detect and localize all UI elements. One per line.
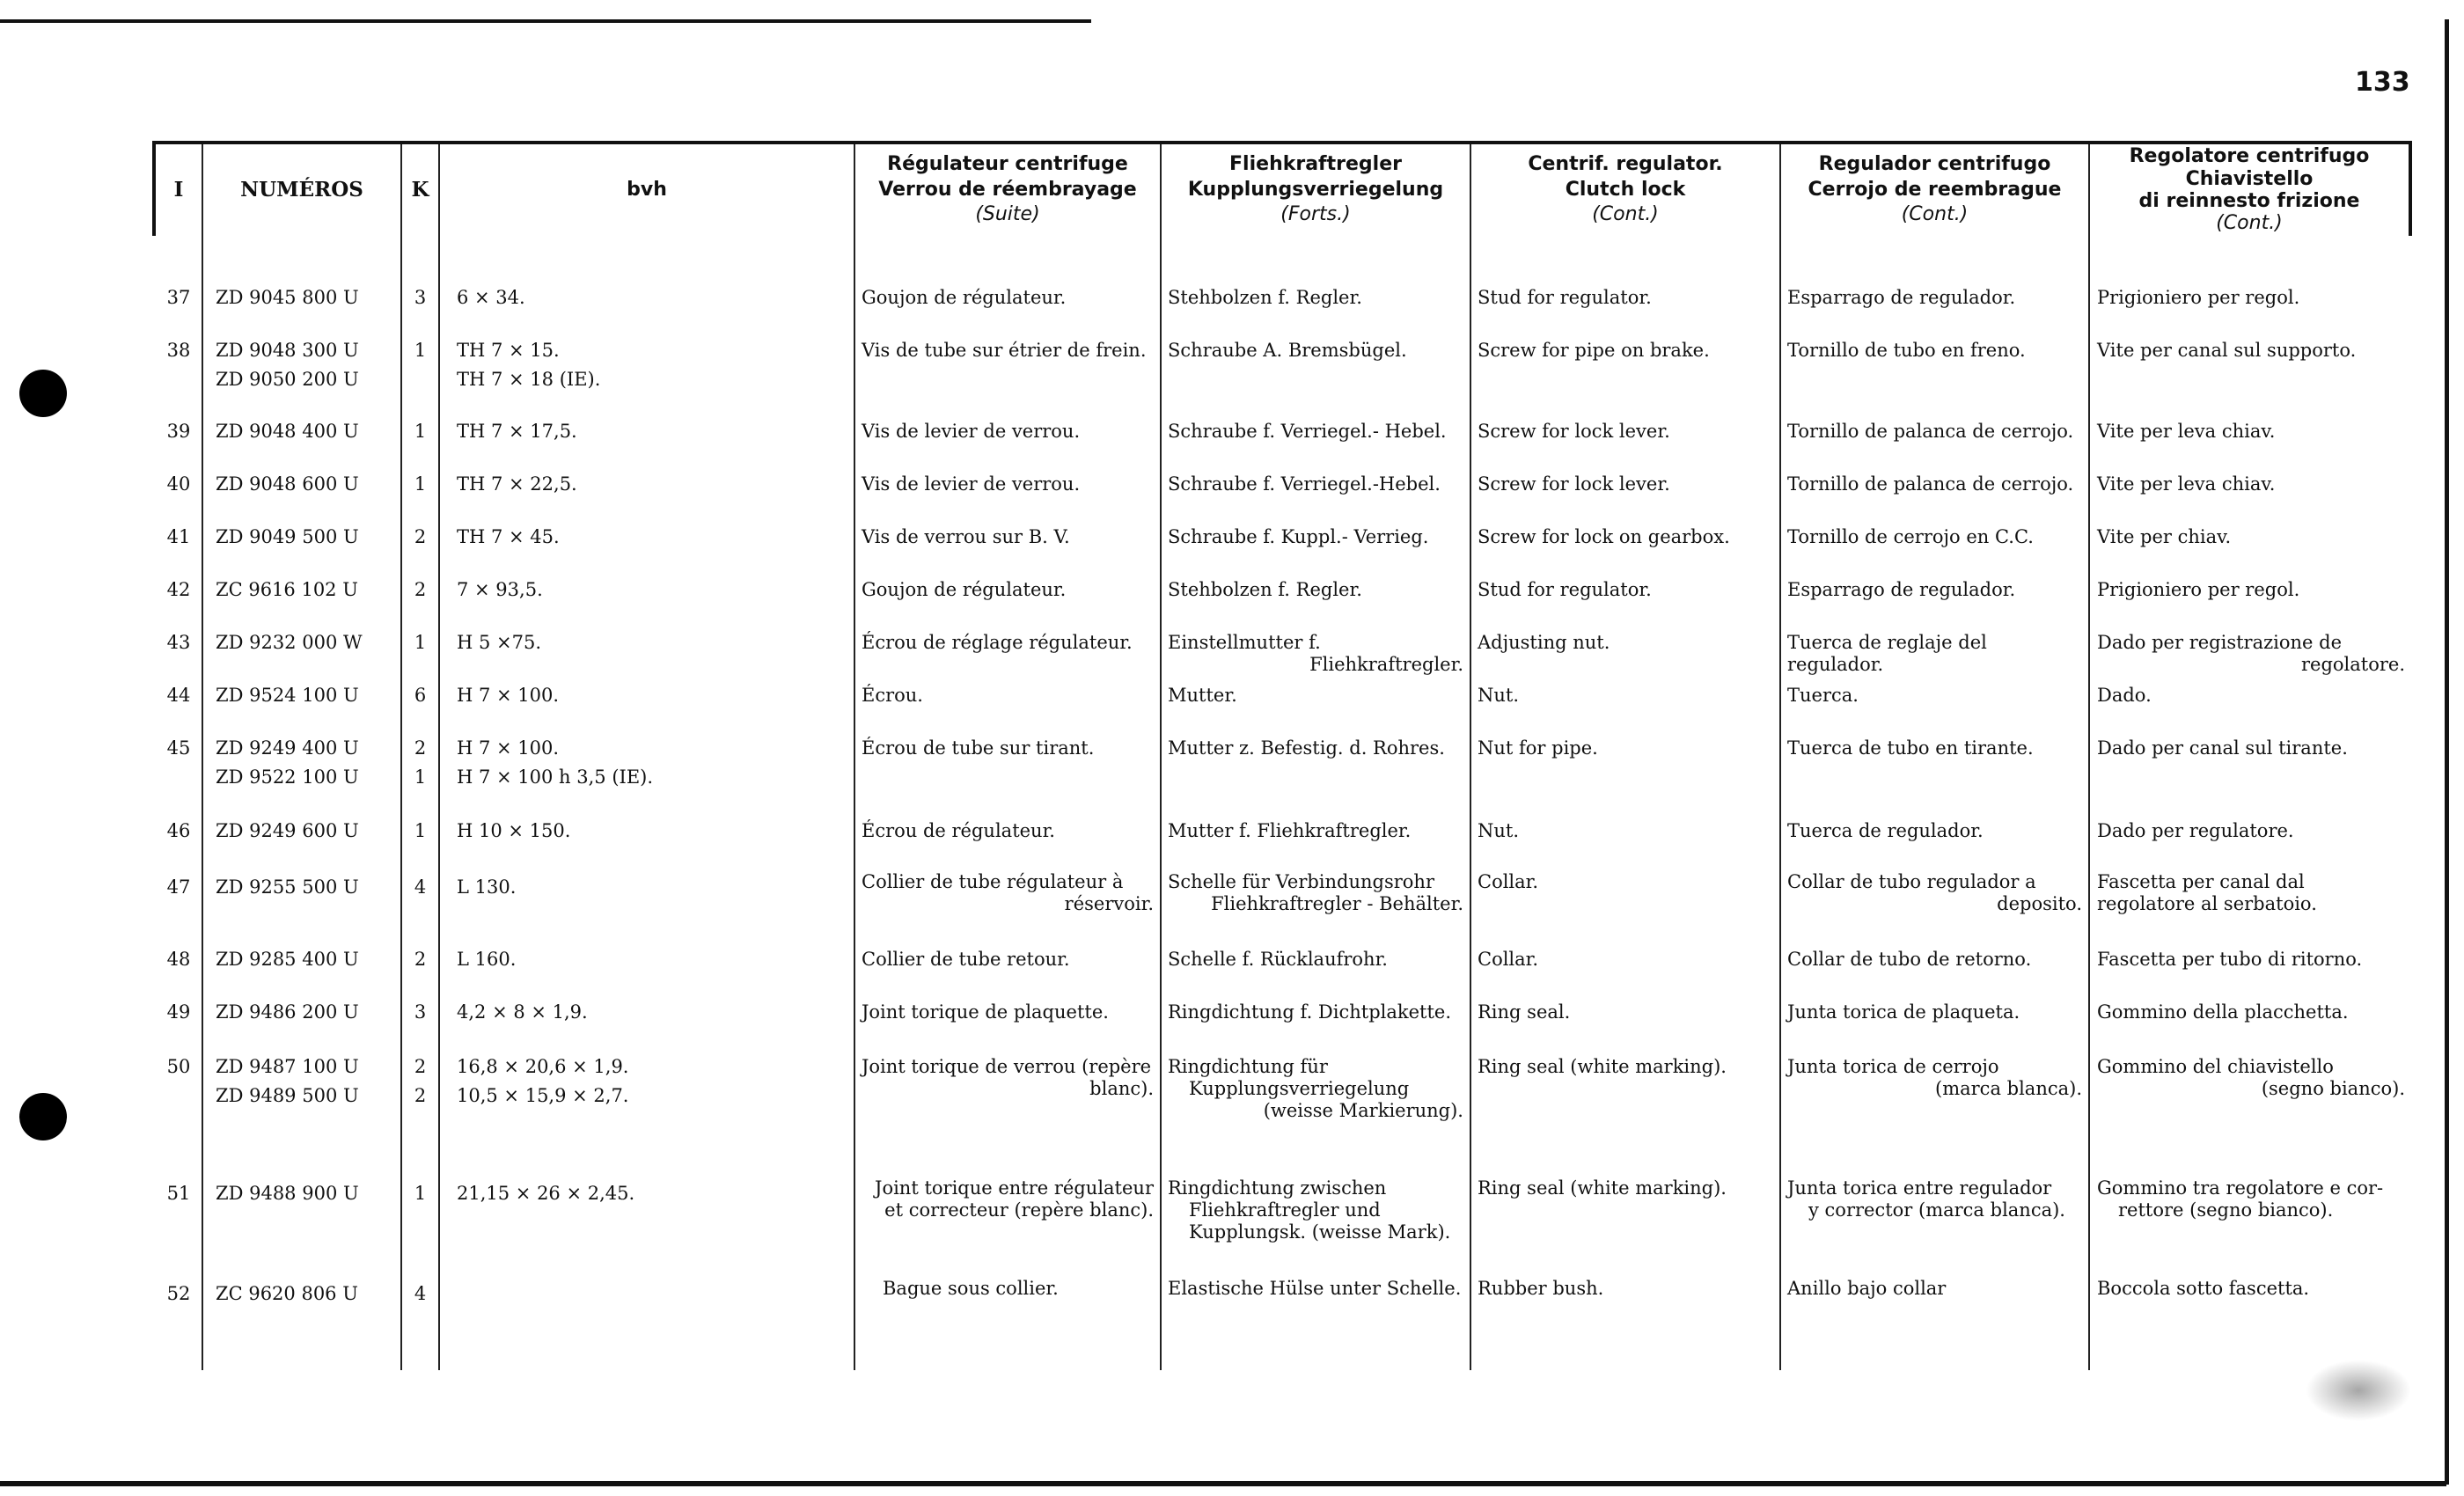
desc-english: Collar. (1478, 871, 1539, 892)
desc-spanish: Esparrago de regulador. (1787, 579, 2016, 600)
desc-spanish: Junta torica de cerrojo (marca blanca). (1787, 1056, 2082, 1099)
desc-french: Goujon de régulateur. (862, 287, 1067, 308)
desc-spanish: Esparrago de regulador. (1787, 287, 2016, 308)
desc-italian: Vite per leva chiav. (2097, 421, 2276, 442)
desc-english: Ring seal (white marking). (1478, 1177, 1727, 1199)
desc-spanish: Collar de tubo regulador a deposito. (1787, 871, 2082, 914)
header-english: Centrif. regulator. Clutch lock (Cont.) (1528, 153, 1723, 226)
bvh-spec: H 5 ×75. (457, 632, 542, 653)
desc-spanish: Anillo bajo collar (1787, 1278, 1947, 1299)
part-number: ZD 9249 600 U (216, 820, 359, 841)
desc-english: Collar. (1478, 949, 1539, 970)
desc-english: Screw for lock on gearbox. (1478, 526, 1730, 547)
desc-french: Vis de levier de verrou. (862, 473, 1081, 495)
part-number: ZD 9488 900 U (216, 1183, 359, 1204)
desc-german: Schelle für Verbindungsrohr Fliehkraftregler - Behälter. (1168, 871, 1463, 914)
top-rule (0, 19, 1091, 23)
desc-italian: Dado per canal sul tirante. (2097, 737, 2348, 759)
bvh-spec: TH 7 × 45. (457, 526, 560, 547)
desc-english: Nut. (1478, 820, 1520, 841)
desc-english: Ring seal. (1478, 1001, 1571, 1023)
bottom-rule (0, 1481, 2446, 1486)
bvh-spec: L 160. (457, 949, 517, 970)
header-numeros: NUMÉROS (240, 178, 363, 202)
part-number: ZD 9045 800 U (216, 287, 359, 308)
desc-english: Rubber bush. (1478, 1278, 1604, 1299)
desc-italian: Dado. (2097, 685, 2152, 706)
row-index: 51 (166, 1183, 191, 1204)
desc-italian: Dado per registrazione de regolatore. (2097, 632, 2405, 675)
bvh-spec: H 7 × 100. H 7 × 100 h 3,5 (IE). (457, 737, 654, 788)
bvh-spec: 7 × 93,5. (457, 579, 543, 600)
part-number: ZD 9048 400 U (216, 421, 359, 442)
desc-german: Schelle f. Rücklaufrohr. (1168, 949, 1388, 970)
row-index: 39 (166, 421, 191, 442)
quantity: 2 (414, 949, 427, 970)
desc-english: Screw for pipe on brake. (1478, 340, 1710, 361)
row-index: 43 (166, 632, 191, 653)
quantity: 3 (414, 1001, 427, 1023)
desc-german: Mutter z. Befestig. d. Rohres. (1168, 737, 1445, 759)
row-index: 40 (166, 473, 191, 495)
part-number: ZD 9048 600 U (216, 473, 359, 495)
column-divider (1160, 144, 1162, 1370)
header-bvh: bvh (627, 178, 667, 201)
quantity: 3 (414, 287, 427, 308)
desc-german: Ringdichtung f. Dichtplakette. (1168, 1001, 1452, 1023)
header-french: Régulateur centrifuge Verrou de réembrayage (Suite) (878, 153, 1137, 226)
desc-italian: Fascetta per canal dal regolatore al serbatoio. (2097, 871, 2317, 914)
desc-english: Nut for pipe. (1478, 737, 1598, 759)
part-number: ZC 9616 102 U (216, 579, 358, 600)
desc-french: Écrou de régulateur. (862, 820, 1055, 841)
desc-spanish: Junta torica de plaqueta. (1787, 1001, 2020, 1023)
desc-german: Stehbolzen f. Regler. (1168, 579, 1362, 600)
desc-italian: Vite per chiav. (2097, 526, 2232, 547)
quantity: 1 (414, 340, 427, 361)
desc-spanish: Tornillo de cerrojo en C.C. (1787, 526, 2034, 547)
column-divider (438, 144, 440, 1370)
part-number: ZD 9049 500 U (216, 526, 359, 547)
desc-spanish: Tuerca de tubo en tirante. (1787, 737, 2034, 759)
desc-english: Stud for regulator. (1478, 579, 1652, 600)
row-index: 42 (166, 579, 191, 600)
desc-french: Bague sous collier. (883, 1278, 1059, 1299)
row-index: 45 (166, 737, 191, 759)
desc-italian: Vite per leva chiav. (2097, 473, 2276, 495)
column-divider (1779, 144, 1781, 1370)
column-divider (1470, 144, 1471, 1370)
desc-french: Joint torique de verrou (repère blanc). (862, 1056, 1154, 1099)
desc-german: Ringdichtung für Kupplungsverriegelung (weisse Markierung). (1168, 1056, 1463, 1121)
row-index: 49 (166, 1001, 191, 1023)
desc-italian: Gommino tra regolatore e cor- rettore (segno bianco). (2097, 1177, 2384, 1221)
row-index: 47 (166, 876, 191, 898)
row-index: 50 (166, 1056, 191, 1077)
desc-german: Schraube A. Bremsbügel. (1168, 340, 1407, 361)
part-number: ZD 9487 100 U ZD 9489 500 U (216, 1056, 359, 1106)
bvh-spec: 16,8 × 20,6 × 1,9. 10,5 × 15,9 × 2,7. (457, 1056, 629, 1106)
desc-english: Nut. (1478, 685, 1520, 706)
desc-french: Goujon de régulateur. (862, 579, 1067, 600)
row-index: 46 (166, 820, 191, 841)
row-index: 52 (166, 1283, 191, 1304)
table-right-border (2409, 141, 2412, 236)
quantity: 1 (414, 421, 427, 442)
part-number: ZD 9524 100 U (216, 685, 359, 706)
bvh-spec: TH 7 × 22,5. (457, 473, 577, 495)
desc-spanish: Tornillo de palanca de cerrojo. (1787, 421, 2074, 442)
bvh-spec: 6 × 34. (457, 287, 525, 308)
desc-spanish: Junta torica entre regulador y corrector (marca blanca). (1787, 1177, 2065, 1221)
desc-french: Joint torique entre régulateur et correcteur (repère blanc). (875, 1177, 1154, 1221)
desc-english: Adjusting nut. (1478, 632, 1610, 653)
desc-german: Mutter f. Fliehkraftregler. (1168, 820, 1412, 841)
desc-spanish: Tuerca. (1787, 685, 1859, 706)
desc-italian: Fascetta per tubo di ritorno. (2097, 949, 2363, 970)
quantity: 2 (414, 579, 427, 600)
quantity: 4 (414, 1283, 427, 1304)
desc-english: Stud for regulator. (1478, 287, 1652, 308)
header-k: K (411, 178, 429, 202)
column-divider (2088, 144, 2090, 1370)
quantity: 6 (414, 685, 427, 706)
part-number: ZC 9620 806 U (216, 1283, 358, 1304)
bvh-spec: L 130. (457, 876, 517, 898)
desc-german: Schraube f. Kuppl.- Verrieg. (1168, 526, 1429, 547)
part-number: ZD 9232 000 W (216, 632, 363, 653)
desc-italian: Prigioniero per regol. (2097, 579, 2300, 600)
bvh-spec: H 7 × 100. (457, 685, 560, 706)
bvh-spec: 4,2 × 8 × 1,9. (457, 1001, 588, 1023)
bvh-spec: 21,15 × 26 × 2,45. (457, 1183, 635, 1204)
header-i: I (173, 178, 184, 202)
desc-german: Schraube f. Verriegel.- Hebel. (1168, 421, 1447, 442)
row-index: 48 (166, 949, 191, 970)
row-index: 41 (166, 526, 191, 547)
punch-hole (19, 1093, 67, 1140)
desc-spanish: Collar de tubo de retorno. (1787, 949, 2032, 970)
part-number: ZD 9255 500 U (216, 876, 359, 898)
desc-spanish: Tornillo de tubo en freno. (1787, 340, 2026, 361)
desc-english: Ring seal (white marking). (1478, 1056, 1727, 1077)
desc-spanish: Tuerca de reglaje del regulador. (1787, 632, 1987, 675)
desc-english: Screw for lock lever. (1478, 473, 1670, 495)
desc-italian: Vite per canal sul supporto. (2097, 340, 2357, 361)
desc-italian: Gommino del chiavistello (segno bianco). (2097, 1056, 2405, 1099)
desc-german: Ringdichtung zwischen Fliehkraftregler und Kupplungsk. (weisse Mark). (1168, 1177, 1451, 1243)
page-number: 133 (2355, 67, 2410, 98)
desc-german: Einstellmutter f. Fliehkraftregler. (1168, 632, 1463, 675)
desc-spanish: Tornillo de palanca de cerrojo. (1787, 473, 2074, 495)
desc-french: Collier de tube régulateur à réservoir. (862, 871, 1154, 914)
bvh-spec: H 10 × 150. (457, 820, 571, 841)
column-divider (202, 144, 203, 1370)
bvh-spec: TH 7 × 17,5. (457, 421, 577, 442)
part-number: ZD 9486 200 U (216, 1001, 359, 1023)
desc-italian: Boccola sotto fascetta. (2097, 1278, 2310, 1299)
row-index: 44 (166, 685, 191, 706)
quantity: 1 (414, 473, 427, 495)
desc-italian: Gommino della placchetta. (2097, 1001, 2349, 1023)
desc-german: Mutter. (1168, 685, 1237, 706)
quantity: 4 (414, 876, 427, 898)
desc-german: Stehbolzen f. Regler. (1168, 287, 1362, 308)
desc-french: Collier de tube retour. (862, 949, 1070, 970)
desc-italian: Dado per regulatore. (2097, 820, 2294, 841)
desc-german: Elastische Hülse unter Schelle. (1168, 1278, 1462, 1299)
header-italian: Regolatore centrifugo Chiavistello di reinnesto frizione (Cont.) (2129, 145, 2370, 235)
header-german: Fliehkraftregler Kupplungsverriegelung (Forts.) (1187, 153, 1444, 226)
quantity: 1 (414, 1183, 427, 1204)
desc-french: Joint torique de plaquette. (862, 1001, 1109, 1023)
quantity: 2 1 (414, 737, 427, 788)
part-number: ZD 9285 400 U (216, 949, 359, 970)
desc-german: Schraube f. Verriegel.-Hebel. (1168, 473, 1441, 495)
desc-french: Vis de levier de verrou. (862, 421, 1081, 442)
desc-english: Screw for lock lever. (1478, 421, 1670, 442)
part-number: ZD 9249 400 U ZD 9522 100 U (216, 737, 359, 788)
quantity: 1 (414, 820, 427, 841)
row-index: 37 (166, 287, 191, 308)
desc-spanish: Tuerca de regulador. (1787, 820, 1984, 841)
punch-hole (19, 370, 67, 417)
parts-table (152, 141, 2412, 1370)
desc-french: Écrou. (862, 685, 923, 706)
desc-french: Écrou de tube sur tirant. (862, 737, 1095, 759)
bvh-spec: TH 7 × 15. TH 7 × 18 (IE). (457, 340, 601, 390)
desc-french: Écrou de réglage régulateur. (862, 632, 1133, 653)
header-spanish: Regulador centrifugo Cerrojo de reembrague (Cont.) (1808, 153, 2062, 226)
right-rule (2445, 19, 2449, 1485)
quantity: 2 2 (414, 1056, 427, 1106)
part-number: ZD 9048 300 U ZD 9050 200 U (216, 340, 359, 390)
desc-french: Vis de verrou sur B. V. (862, 526, 1070, 547)
row-index: 38 (166, 340, 191, 361)
desc-italian: Prigioniero per regol. (2097, 287, 2300, 308)
desc-french: Vis de tube sur étrier de frein. (862, 340, 1147, 361)
quantity: 1 (414, 632, 427, 653)
quantity: 2 (414, 526, 427, 547)
column-divider (854, 144, 855, 1370)
